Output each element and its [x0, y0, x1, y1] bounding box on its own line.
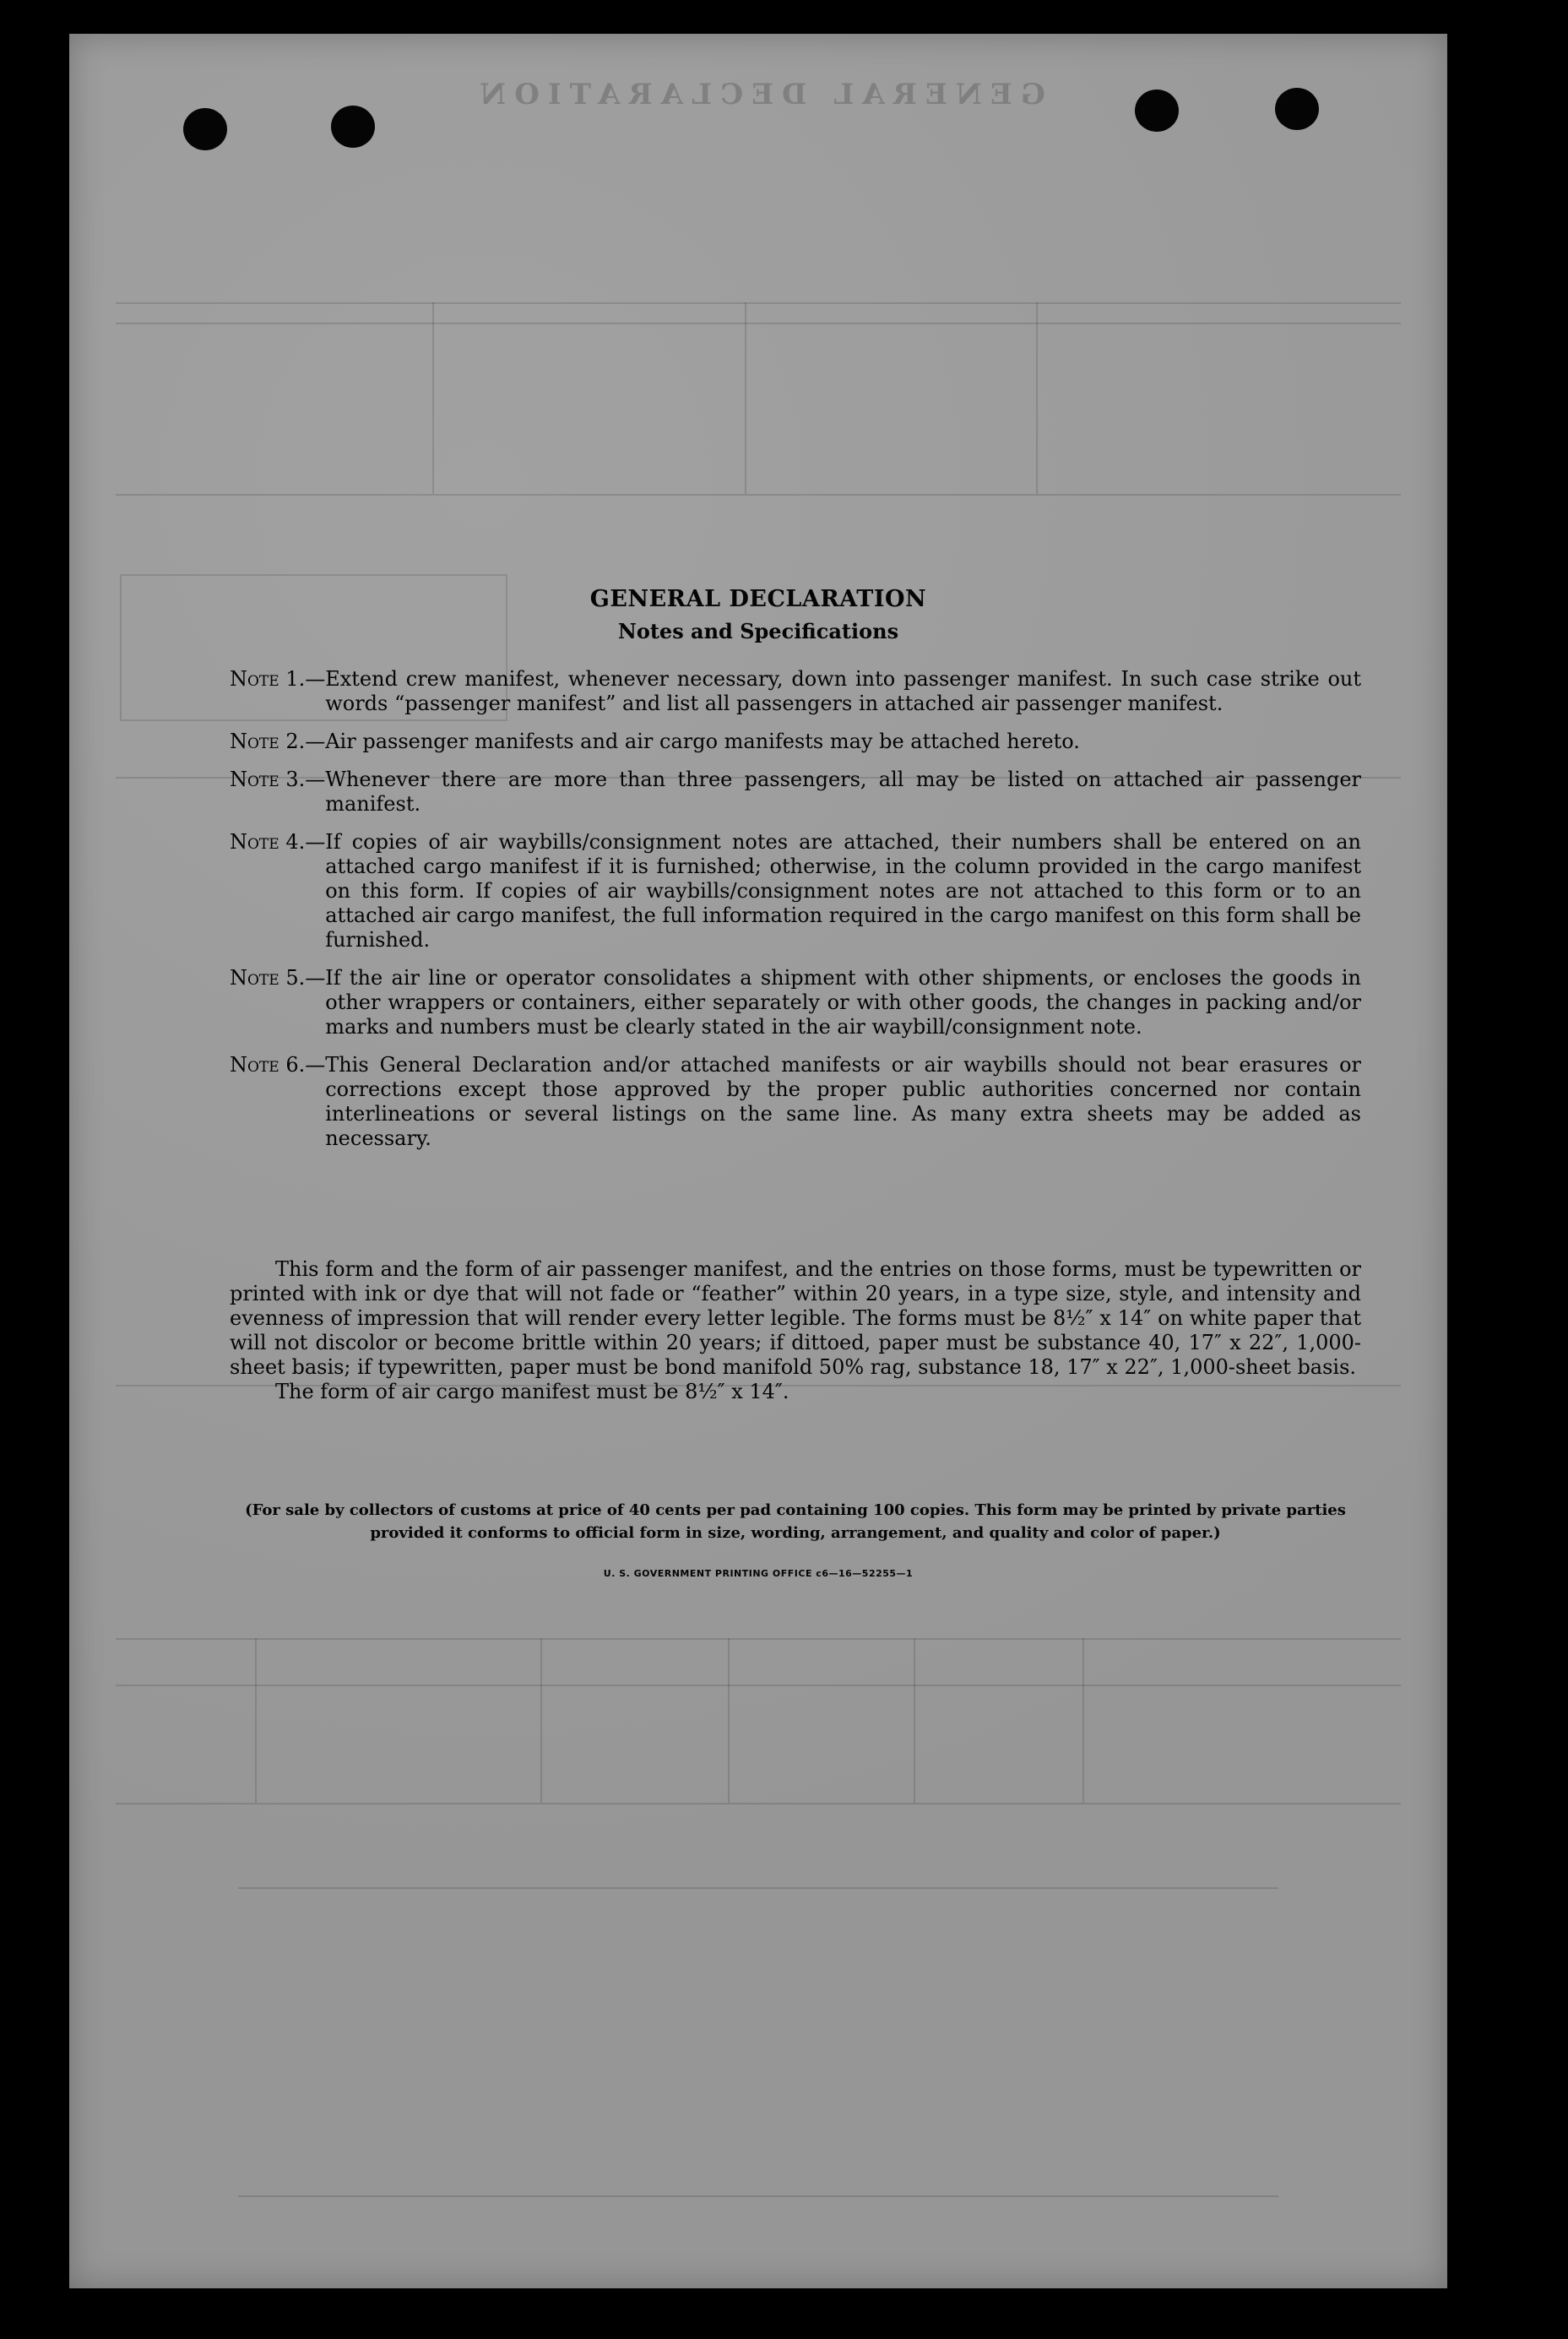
- sale-notice: (For sale by collectors of customs at price of 40 cents per pad containing 100 copies. This form may be printed by private parties provided it conforms to official form in size, wording, arrangement, and quality and color of paper.): [245, 1501, 1346, 1542]
- printer-imprint: U. S. GOVERNMENT PRINTING OFFICE c6—16—52255—1: [603, 1568, 914, 1579]
- document-page: GENERAL DECLARATION GENERAL DECLARATION Notes and Specifications Note 1.— Extend crew manifest, whenever necessary, down into passenger manifest. In such case strike out words “passenger manifest” and list all passengers in attached air passenger manifest. Note 2.— Air passenger manifests and air cargo manifests may be attached hereto. Note 3.— Whenever there are more than three passengers, all may be listed on attached air passenger manifest. Note 4.— If copies of air waybills/consignment notes are attached, their numbers shall be entered on an attached cargo manifest if it is furnished; otherwise, in the column provided in the cargo manifest on this form. If copies of air waybills/consignment notes are not attached to this form or to an attached air cargo manifest, the full information required in the cargo manifest on this form shall be furnished. Note 5.— If the air line or operator consolidates a shipment with other shipments, or encloses the goods in other wrappers or containers, either separately or with other goods, the changes in packing and/or marks and numbers must be clearly stated in the air waybill/consignment note. Note 6.— This General Declaration and/or attached manifests or air waybills should not bear erasures or corrections except those approved by the proper public authorities concerned nor contain interlineations or several listings on the same line. As many extra sheets may be added as necessary. This form and the form of air passenger manifest, and the entries on those forms, must be typewritten or printed with ink or dye that will not fade or “feather” within 20 years, in a type size, style, and intensity and evenness of impression that will render every letter legible. The forms must be 8½″ x 14″ on white paper that will not discolor or become brittle within 20 years; if dittoed, paper must be substance 40, 17″ x 22″, 1,000-sheet basis; if typewritten, paper must be bond manifold 50% rag, substance 18, 17″ x 22″, 1,000-sheet basis. The form of air cargo manifest must be 8½″ x 14″. (For sale by collectors of customs at price of 40 cents per pad containing 100 copies. This form may be printed by private parties provided it conforms to official form in size, wording, arrangement, and quality and color of paper.) U. S. GOVERNMENT PRINTING OFFICE c6—16—52255—1: [69, 34, 1447, 2288]
- note-label: Note 6.—: [230, 1053, 326, 1077]
- paper-specification-paragraph: [230, 1257, 1361, 1404]
- note-text: Air passenger manifests and air cargo manifests may be attached hereto.: [325, 730, 1080, 753]
- note-item: [230, 966, 1361, 1039]
- note-label: Note 1.—: [230, 667, 326, 691]
- note-label: Note 2.—: [230, 730, 326, 753]
- note-item: [230, 667, 1361, 716]
- note-item: [230, 768, 1361, 817]
- note-label: Note 3.—: [230, 768, 326, 791]
- note-text: Extend crew manifest, whenever necessary, down into passenger manifest. In such case strike out words “passenger manifest” and list all passengers in attached air passenger manifest.: [325, 667, 1361, 715]
- note-text: If the air line or operator consolidates a shipment with other shipments, or encloses the goods in other wrappers or containers, either separately or with other goods, the changes in packing and/or marks and numbers must be clearly stated in the air waybill/consignment note.: [325, 966, 1361, 1039]
- note-label: Note 4.—: [230, 830, 326, 854]
- page-subtitle: Notes and Specifications: [617, 619, 899, 643]
- page-title: GENERAL DECLARATION: [589, 586, 927, 612]
- notes-list: [230, 667, 1361, 1164]
- note-text: This General Declaration and/or attached manifests or air waybills should not bear erasures or corrections except those approved by the proper public authorities concerned nor contain interlineations or several listings on the same line. As many extra sheets may be added as necessary.: [325, 1053, 1361, 1150]
- note-text: If copies of air waybills/consignment notes are attached, their numbers shall be entered on an attached cargo manifest if it is furnished; otherwise, in the column provided in the cargo manifest on this form. If copies of air waybills/consignment notes are not attached to this form or to an attached air cargo manifest, the full information required in the cargo manifest on this form shall be furnished.: [325, 830, 1361, 952]
- note-label: Note 5.—: [230, 966, 326, 990]
- paragraph-last-line: The form of air cargo manifest must be 8½″ x 14″.: [275, 1380, 789, 1403]
- note-item: [230, 1053, 1361, 1151]
- note-item: [230, 730, 1361, 754]
- note-item: [230, 830, 1361, 952]
- note-text: Whenever there are more than three passengers, all may be listed on attached air passenger manifest.: [325, 768, 1361, 816]
- notes-and-specifications: [69, 34, 1447, 2288]
- paragraph-body: This form and the form of air passenger manifest, and the entries on those forms, must be typewritten or printed with ink or dye that will not fade or “feather” within 20 years, in a type size, style, and intensity and evenness of impression that will render every letter legible. The forms must be 8½″ x 14″ on white paper that will not discolor or become brittle within 20 years; if dittoed, paper must be substance 40, 17″ x 22″, 1,000-sheet basis; if typewritten, paper must be bond manifold 50% rag, substance 18, 17″ x 22″, 1,000-sheet basis.: [230, 1257, 1361, 1379]
